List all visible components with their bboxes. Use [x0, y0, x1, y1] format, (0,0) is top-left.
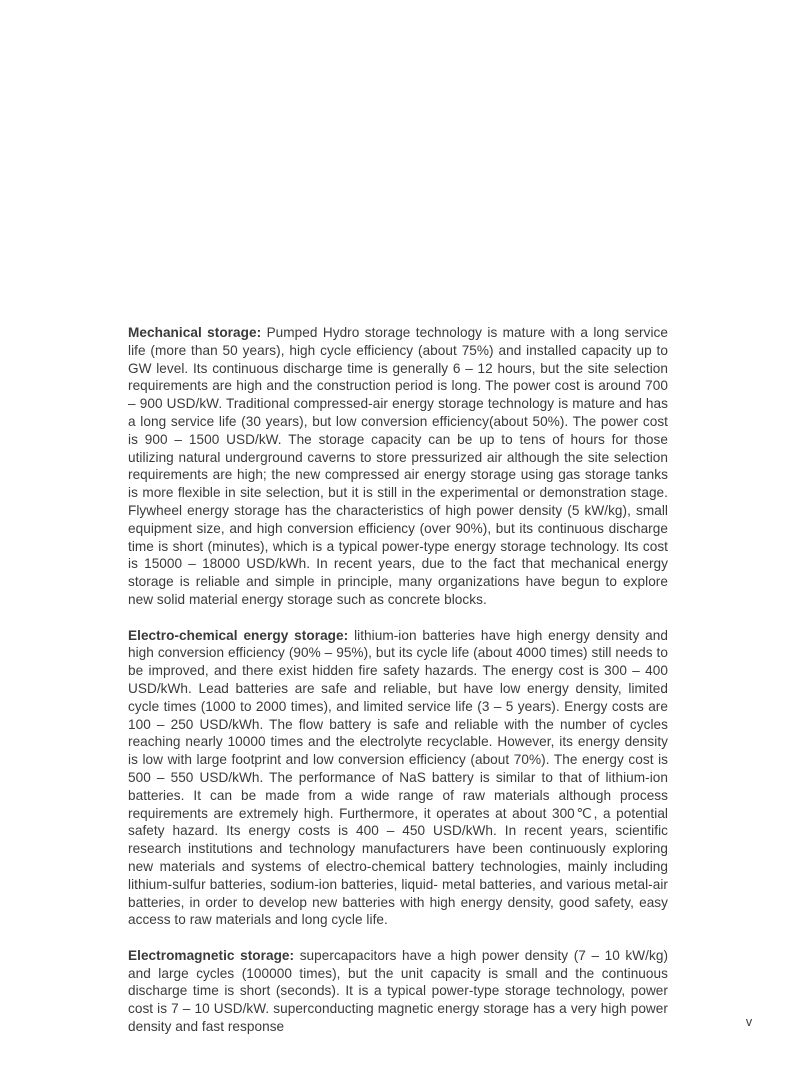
paragraph-mechanical-storage [128, 324, 668, 609]
paragraph-electromagnetic-storage [128, 947, 668, 1036]
paragraph-electrochemical-storage [128, 627, 668, 930]
paragraph-body-mechanical-storage: Pumped Hydro storage technology is mature with a long service life (more than 50 years), high cycle efficiency (about 75%) and installed capacity up to GW level. Its continuous discharge time is generally 6 – 12 hours, but the site selection requirements are high and the construction period is long. The power cost is around 700 – 900 USD/kW. Traditional compressed-air energy storage technology is mature and has a long service life (30 years), but low conversion efficiency(about 50%). The power cost is 900 – 1500 USD/kW. The storage capacity can be up to tens of hours for those utilizing natural underground caverns to store pressurized air although the site selection requirements are high; the new compressed air energy storage using gas storage tanks is more flexible in site selection, but it is still in the experimental or demonstration stage. Flywheel energy storage has the characteristics of high power density (5 kW/kg), small equipment size, and high conversion efficiency (over 90%), but its continuous discharge time is short (minutes), which is a typical power-type energy storage technology. Its cost is 15000 – 18000 USD/kWh. In recent years, due to the fact that mechanical energy storage is reliable and simple in principle, many organizations have begun to explore new solid material energy storage such as concrete blocks. [128, 325, 669, 607]
page-number: v [745, 1015, 753, 1029]
paragraph-heading-electrochemical-storage: Electro-chemical energy storage: [128, 627, 349, 643]
text-block [128, 324, 668, 1036]
paragraph-body-electrochemical-storage: lithium-ion batteries have high energy density and high conversion efficiency (90% – 95%), but its cycle life (about 4000 times) still needs to be improved, and there exist hidden fire safety hazards. The energy cost is 300 – 400 USD/kWh. Lead batteries are safe and reliable, but have low energy density, limited cycle times (1000 to 2000 times), and limited service life (3 – 5 years). Energy costs are 100 – 250 USD/kWh. The flow battery is safe and reliable with the number of cycles reaching nearly 10000 times and the electrolyte recyclable. However, its energy density is low with large footprint and low conversion efficiency (about 70%). The energy cost is 500 – 550 USD/kWh. The performance of NaS battery is similar to that of lithium-ion batteries. It can be made from a wide range of raw materials although process requirements are extremely high. Furthermore, it operates at about 300℃, a potential safety hazard. Its energy costs is 400 – 450 USD/kWh. In recent years, scientific research institutions and technology manufacturers have been continuously exploring new materials and systems of electro-chemical battery technologies, mainly including lithium-sulfur batteries, sodium-ion batteries, liquid- metal batteries, and various metal-air batteries, in order to develop new batteries with high energy density, good safety, easy access to raw materials and long cycle life. [128, 627, 668, 928]
paragraph-body-electromagnetic-storage: supercapacitors have a high power density (7 – 10 kW/kg) and large cycles (100000 times), but the unit capacity is small and the continuous discharge time is short (seconds). It is a typical power-type storage technology, power cost is 7 – 10 USD/kW. superconducting magnetic energy storage has a very high power density and fast response [128, 947, 669, 1035]
paragraph-heading-mechanical-storage: Mechanical storage: [128, 325, 262, 340]
paragraph-heading-electromagnetic-storage: Electromagnetic storage: [128, 947, 295, 963]
